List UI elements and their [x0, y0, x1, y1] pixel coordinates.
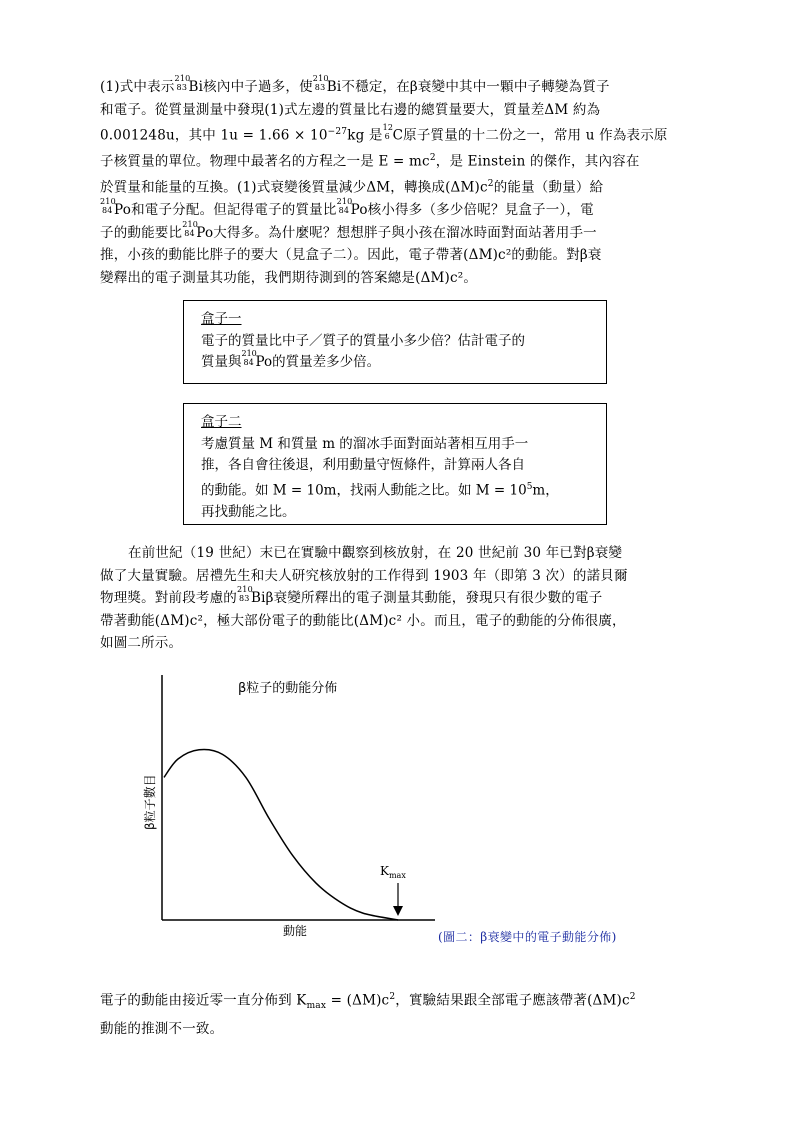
box-two-title: 盒子二 [201, 414, 242, 430]
line-2: 動能的推測不一致。 [100, 1020, 224, 1037]
line-3: 物理獎。對前段考慮的 210 83 Biβ衰變所釋出的電子測量其動能，發現只有很少數的電子 [100, 585, 603, 606]
x-axis-label: 動能 [283, 924, 308, 938]
paragraph-history [100, 542, 696, 655]
line-9: 變釋出的電子測量其功能，我們期待測到的答案總是(ΔM)c²。 [100, 269, 478, 286]
isotope-bi: 210 83 [312, 74, 329, 92]
box-one [183, 300, 607, 384]
paragraph-beta-decay-intro [100, 76, 696, 289]
isotope-bi: 210 83 [237, 585, 253, 603]
isotope-c: 12 6 [382, 122, 394, 141]
line-5: 如圖二所示。 [100, 635, 183, 651]
box-two-line-4: 再找動能之比。 [201, 503, 296, 520]
chart-title: β粒子的動能分佈 [238, 681, 338, 696]
isotope-po: 210 84 [100, 197, 116, 215]
line-2: 和電子。從質量測量中發現(1)式左邊的質量比右邊的總質量要大，質量差ΔM 約為 [100, 101, 601, 118]
line-6: 210 84 Po和電子分配。但記得電子的質量比 210 84 Po核小得多（多少倍呢？見盒子一），電 [100, 197, 594, 218]
figure-caption: (圖二：β衰變中的電子動能分佈) [438, 930, 617, 944]
isotope-po: 210 84 [241, 349, 257, 367]
line-5: 於質量和能量的互換。(1)式衰變後質量減少ΔM，轉換成$(\Delta M)c^2$的能量（動量）給 [100, 179, 604, 196]
box-two-line-3: 的動能。如 M = 10m，找兩人動能之比。如 $M = 10^5m$， [201, 481, 559, 498]
y-axis-label: β粒子數目 [143, 774, 157, 830]
distribution-curve [164, 750, 398, 920]
beta-energy-chart [143, 670, 440, 945]
box-two [183, 403, 607, 525]
box-one-line-1: 電子的質量比中子／質子的質量小多少倍？估計電子的 [201, 332, 525, 349]
line-2: 做了大量實驗。居禮先生和夫人研究核放射的工作得到 1903 年（即第 3 次）的諾貝爾 [100, 567, 628, 584]
line-7: 子的動能要比 210 84 Po大得多。為什麼呢？想想胖子與小孩在溜冰時面對面站著用手一 [100, 219, 597, 241]
line-1: 在前世紀（19 世紀）末已在實驗中觀察到核放射，在 20 世紀前 30 年已對β衰變 [128, 545, 623, 561]
line-8: 推，小孩的動能比胖子的要大（見盒子二）。因此，電子帶著(ΔM)c²的動能。對β衰 [100, 247, 602, 263]
isotope-bi: 210 83 [174, 74, 191, 92]
kmax-label: $K_{max}$ [380, 864, 406, 880]
line-1: 電子的動能由接近零一直分佈到 $K_{max} = (\Delta M)c^2$，實驗結果跟全部電子應該帶著$(\Delta M)c^2$ [100, 992, 636, 1012]
isotope-po: 210 84 [336, 197, 353, 215]
box-two-line-1: 考慮質量 M 和質量 m 的溜冰手面對面站著相互用手一 [201, 435, 529, 452]
box-one-line-2: 質量與 210 84 Po的質量差多少倍。 [201, 349, 381, 370]
isotope-po: 210 84 [182, 219, 199, 238]
box-one-title: 盒子一 [201, 311, 242, 327]
box-two-line-2: 推，各自會往後退，利用動量守恆條件，計算兩人各自 [201, 457, 525, 473]
line-4: 帶著動能(ΔM)c²，極大部份電子的動能比(ΔM)c² 小。而且，電子的動能的分佈很廣， [100, 612, 626, 629]
line-3: 0.001248u，其中 $1u = 1.66 \times 10^{-27}kg$ 是 12 6 C原子質量的十二份之一，常用 u 作為表示原 [100, 122, 668, 144]
line-4: 子核質量的單位。物理中最著名的方程之一是 $E = mc^2$，是 Einstein 的傑作，其內容在 [100, 153, 640, 170]
kmax-arrow-head [393, 906, 403, 916]
paragraph-conclusion [100, 986, 696, 1040]
line-1: (1)式中表示 210 83 Bi核內中子過多，使 210 83 Bi不穩定，在β衰變中其中一顆中子轉變為質子 [100, 74, 610, 95]
